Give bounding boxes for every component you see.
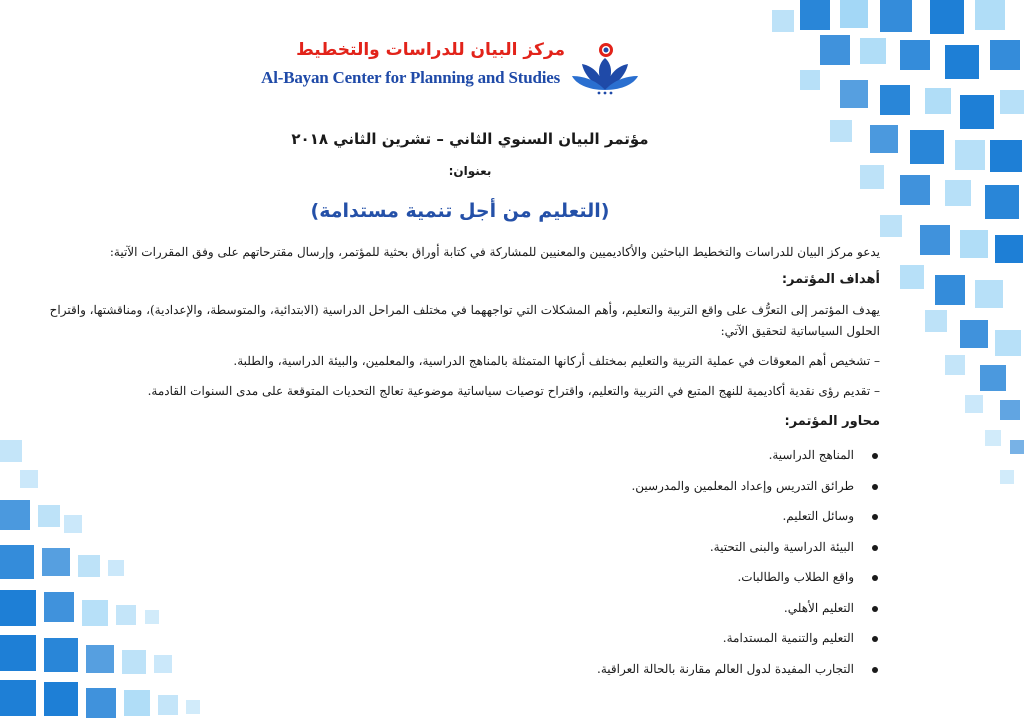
goal-item: – تشخيص أهم المعوقات في عملية التربية والتعليم بمختلف أركانها المتمثلة بالمناهج الدراسية، والمعلمين، والبيئة الدراسية، والطلبة. — [233, 354, 880, 368]
axis-label: وسائل التعليم. — [782, 509, 854, 523]
mosaic-square — [840, 80, 868, 108]
axis-label: المناهج الدراسية. — [768, 448, 854, 462]
bullet-icon — [872, 667, 878, 673]
mosaic-square — [990, 140, 1022, 172]
mosaic-square — [0, 500, 30, 530]
mosaic-square — [995, 235, 1023, 263]
list-item — [40, 509, 880, 540]
mosaic-square — [1000, 470, 1014, 484]
list-item — [40, 631, 880, 662]
intro-paragraph: يدعو مركز البيان للدراسات والتخطيط الباحثين والأكاديميين والمعنيين للمشاركة في كتابة أوراق بحثية للمؤتمر، وإرسال مقترحاتهم على وفق المقررات الآتية: — [109, 245, 880, 259]
mosaic-square — [945, 355, 965, 375]
mosaic-square — [960, 320, 988, 348]
mosaic-square — [925, 88, 951, 114]
goal-item: – تقديم رؤى نقدية أكاديمية للنهج المتبع في التربية والتعليم، واقتراح توصيات سياساتية موضوعية تعالج التحديات المتوقعة على مدى السنوات القادمة. — [147, 384, 880, 398]
bullet-icon — [872, 484, 878, 490]
goals-paragraph: يهدف المؤتمر إلى التعرُّف على واقع التربية والتعليم، وأهم المشكلات التي تواجههما في مختلف المراحل الدراسية (الابتدائية، والمتوسطة، والإعدادية)، ومناقشتها، واقتراح الحلول السياساتية لتحقيق الآتي: — [49, 303, 880, 338]
mosaic-square — [800, 0, 830, 30]
mosaic-square — [880, 0, 912, 32]
mosaic-square — [880, 85, 910, 115]
mosaic-square — [0, 680, 36, 716]
mosaic-square — [960, 230, 988, 258]
axis-label: طرائق التدريس وإعداد المعلمين والمدرسين. — [631, 478, 854, 493]
mosaic-square — [945, 180, 971, 206]
bullet-icon — [872, 636, 878, 642]
mosaic-square — [980, 365, 1006, 391]
mosaic-square — [990, 40, 1020, 70]
axis-label: واقع الطلاب والطالبات. — [737, 570, 854, 584]
mosaic-square — [965, 395, 983, 413]
org-name-arabic: مركز البيان للدراسات والتخطيط — [296, 40, 565, 60]
axes-list — [40, 448, 880, 692]
mosaic-square — [800, 70, 820, 90]
list-item — [40, 601, 880, 632]
list-item — [40, 570, 880, 601]
list-item — [40, 540, 880, 571]
mosaic-square — [975, 280, 1003, 308]
mosaic-square — [820, 35, 850, 65]
mosaic-square — [955, 140, 985, 170]
conference-topic: (التعليم من أجل تنمية مستدامة) — [310, 200, 610, 222]
bullet-icon — [872, 606, 878, 612]
goals-heading: أهداف المؤتمر: — [781, 272, 880, 287]
mosaic-square — [0, 635, 36, 671]
mosaic-square — [840, 0, 868, 28]
mosaic-square — [0, 440, 22, 462]
mosaic-square — [985, 185, 1019, 219]
axis-label: التعليم الأهلي. — [783, 600, 854, 615]
mosaic-square — [920, 225, 950, 255]
bullet-icon — [872, 453, 878, 459]
mosaic-square — [945, 45, 979, 79]
mosaic-square — [900, 40, 930, 70]
bullet-icon — [872, 575, 878, 581]
axis-label: التجارب المفيدة لدول العالم مقارنة بالحالة العراقية. — [597, 661, 854, 676]
mosaic-square — [1000, 90, 1024, 114]
mosaic-square — [900, 175, 930, 205]
axes-heading: محاور المؤتمر: — [784, 414, 880, 429]
list-item — [40, 448, 880, 479]
mosaic-square — [995, 330, 1021, 356]
axis-label: التعليم والتنمية المستدامة. — [722, 631, 854, 645]
mosaic-square — [900, 265, 924, 289]
mosaic-square — [910, 130, 944, 164]
list-item — [40, 479, 880, 510]
mosaic-square — [975, 0, 1005, 30]
mosaic-square — [124, 690, 150, 716]
mosaic-square — [1000, 400, 1020, 420]
mosaic-square — [985, 430, 1001, 446]
mosaic-square — [930, 0, 964, 34]
mosaic-square — [1010, 440, 1024, 454]
header — [261, 38, 650, 98]
conference-subtitle: بعنوان: — [448, 164, 492, 178]
mosaic-square — [86, 688, 116, 718]
org-name-english: Al-Bayan Center for Planning and Studies — [261, 68, 560, 87]
mosaic-square — [186, 700, 200, 714]
mosaic-square — [935, 275, 965, 305]
lotus-globe-logo-icon — [570, 38, 640, 96]
list-item — [40, 662, 880, 693]
mosaic-square — [925, 310, 947, 332]
conference-title: مؤتمر البيان السنوي الثاني – تشرين الثاني ٢٠١٨ — [291, 130, 649, 148]
mosaic-square — [20, 470, 38, 488]
mosaic-square — [0, 545, 34, 579]
mosaic-square — [772, 10, 794, 32]
mosaic-square — [960, 95, 994, 129]
mosaic-square — [0, 590, 36, 626]
axis-label: البيئة الدراسية والبنى التحتية. — [709, 539, 854, 554]
mosaic-square — [158, 695, 178, 715]
bullet-icon — [872, 514, 878, 520]
bullet-icon — [872, 545, 878, 551]
mosaic-square — [860, 38, 886, 64]
mosaic-square — [880, 215, 902, 237]
